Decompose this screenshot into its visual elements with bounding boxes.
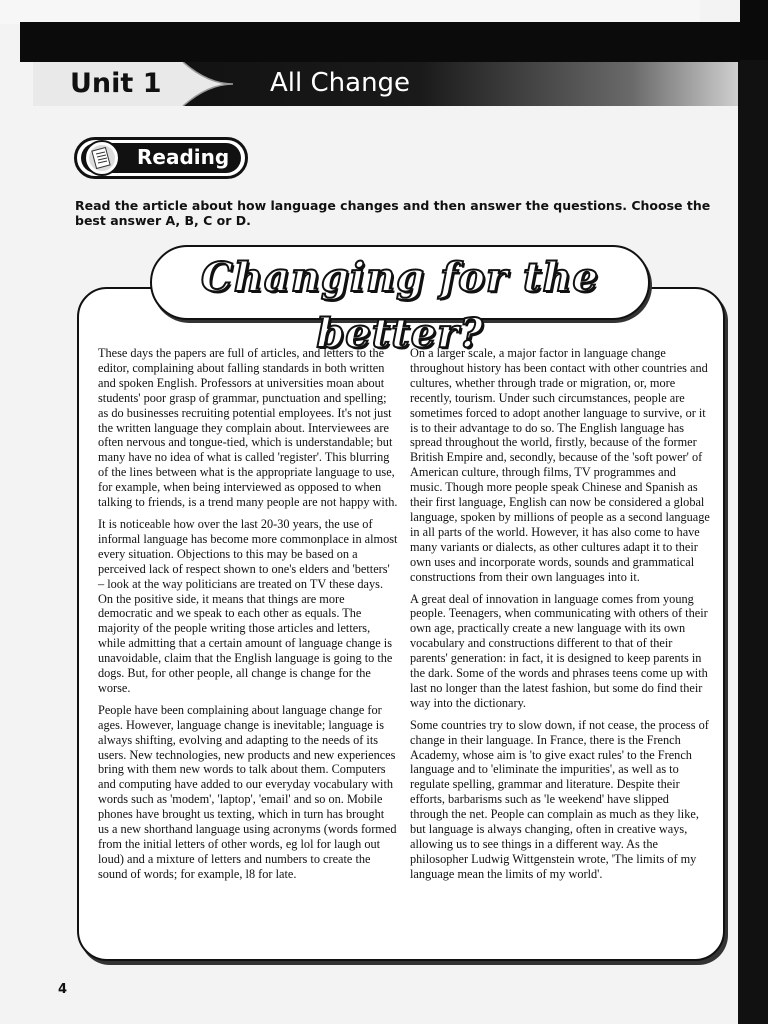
- article-paragraph: It is noticeable how over the last 20-30 years, the use of informal language has become more commonplace in almost every situation. Objections to this may be based on a perceived lack of respect shown to one's elders and 'betters' – look at the way politicians are treated on TV these days. On the positive side, it means that things are more democratic and we speak to each other as equals. The majority of the people writing those articles and letters, while admitting that a certain amount of language change is unavoidable, claim that the English language is going to the dogs. But, for other people, all change is change for the worse.: [98, 516, 398, 695]
- article-title: Changing for the better?: [201, 254, 599, 357]
- article-left-column: [98, 346, 398, 889]
- unit-label: Unit 1: [70, 68, 162, 99]
- article-paragraph: A great deal of innovation in language comes from young people. Teenagers, when communicating with others of their own age, practically create a new language with its own vocabulary and constructions different to that of their parents' generation: in fact, it is designed to keep parents in the dark. Some of the words and phrases teens come up with last no longer than the latest fashion, but some do find their way into the dictionary.: [410, 591, 708, 710]
- page-right-edge: [738, 60, 768, 1024]
- article-paragraph: Some countries try to slow down, if not cease, the process of change in their language. In France, there is the French Academy, whose aim is 'to give exact rules' to the French language and to 'eliminate the impurities', as well as to regulate spelling, grammar and literature. Despite their efforts, barbarisms such as 'le weekend' have slipped through the net. People can complain as much as they like, but language is always changing, often in creative ways, allowing us to see things in a different way. As the philosopher Ludwig Wittgenstein wrote, 'The limits of my language mean the limits of my world'.: [410, 717, 709, 881]
- article-paragraph: These days the papers are full of articles, and letters to the editor, complaining about falling standards in both written and spoken English. Professors at universities moan about students' poor grasp of grammar, punctuation and spelling; as do businesses recruiting potential employees. It's not just the written language they complain about. Interviewees are often nervous and tongue-tied, which is understandable; but many have no idea of what is called 'register'. This blurring of the lines between what is the appropriate language to use, for example, when being interviewed as opposed to when talking to friends, is a trend many people are not happy with.: [98, 346, 398, 510]
- unit-title: All Change: [270, 68, 411, 98]
- page-number: 4: [58, 982, 68, 997]
- document-icon: [76, 137, 128, 179]
- task-instruction: Read the article about how language changes and then answer the questions. Choose the best answer A, B, C or D.: [75, 198, 711, 228]
- article-right-column: [410, 346, 710, 889]
- section-label: Reading: [137, 145, 230, 169]
- article-paragraph: On a larger scale, a major factor in language change throughout history has been contact with other countries and cultures, whether through trade or migration, or, more recently, tourism. Under such circumstances, people are sometimes forced to adopt another language to survive, or it is to their advantage to do so. The English language has spread throughout the world, firstly, because of the former British Empire and, secondly, because of the 'soft power' of American culture, through films, TV programmes and music. Though more people speak Chinese and Spanish as their first language, English can now be considered a global language, spoken by millions of people as a second language in all parts of the world. However, it has also come to have many variants or dialects, as other cultures adapt it to their own uses and incorporate words, sounds and grammatical constructions from their own languages into it.: [410, 346, 710, 584]
- page-top-margin: [0, 0, 700, 24]
- header-black-band: [20, 22, 740, 62]
- article-paragraph: People have been complaining about language change for ages. However, language change is inevitable; language is always shifting, evolving and adapting to the needs of its users. New technologies, new products and new experiences bring with them new words to talk about them. Computers and computing have added to our everyday vocabulary with words such as 'modem', 'laptop', 'email' and so on. Mobile phones have brought us texting, which in turn has brought us a new shorthand language using acronyms (words formed from the initial letters of other words, eg lol for laugh out loud) and a mixture of letters and numbers to create the sound of words; for example, l8 for late.: [98, 702, 397, 881]
